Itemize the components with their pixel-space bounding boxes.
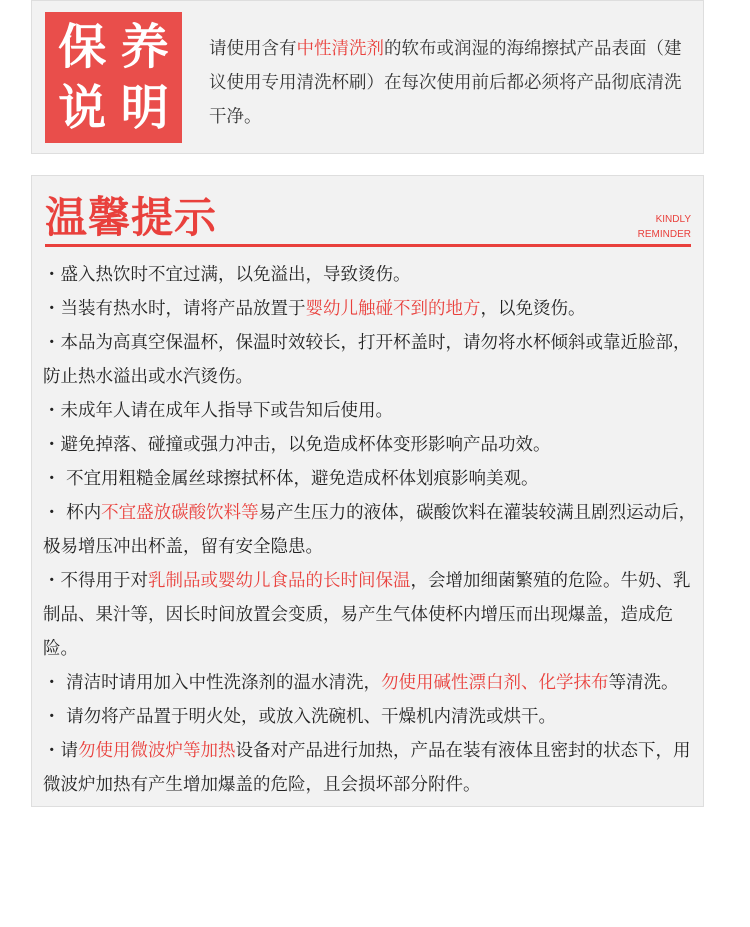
tip-text: ，以免烫伤。 [480, 299, 586, 319]
tips-english-line: REMINDER [637, 229, 691, 240]
tip-item [43, 326, 703, 394]
tip-text: ，会增加细菌繁殖的危险。牛奶、乳制品、果汁等，因长时间放置会变质，易产生气体使杯内增压而出现爆盖，造成危险。 [43, 571, 691, 659]
care-text-part: 请使用含有 [209, 39, 297, 59]
tip-item [43, 394, 703, 428]
tip-item [43, 428, 703, 462]
tips-panel [31, 175, 704, 807]
tips-title: 温馨提示 [45, 193, 218, 242]
care-text-highlight: 中性清洗剂 [296, 39, 384, 59]
badge-char: 明 [120, 80, 169, 137]
badge-char: 养 [120, 18, 169, 75]
tip-text: ・当装有热水时，请将产品放置于 [43, 299, 306, 319]
tip-text: 设备对产品进行加热，产品在装有液体且密封的状态下，用微波炉加热有产生增加爆盖的危险，且会损坏部分附件。 [43, 741, 691, 795]
care-text [209, 32, 689, 134]
tip-text: ・ 请勿将产品置于明火处，或放入洗碗机、干燥机内清洗或烘干。 [43, 707, 557, 727]
tip-text: ・请 [43, 741, 78, 761]
tip-item [43, 292, 703, 326]
tip-text: ・ 不宜用粗糙金属丝球擦拭杯体，避免造成杯体划痕影响美观。 [43, 469, 539, 489]
tips-list [43, 258, 703, 802]
tip-item [43, 258, 703, 292]
tip-highlight: 勿使用微波炉等加热 [78, 741, 236, 761]
tip-text: 易产生压力的液体，碳酸饮料在灌装较满且剧烈运动后，极易增压冲出杯盖，留有安全隐患。 [43, 503, 697, 557]
tip-text: ・不得用于对 [43, 571, 148, 591]
care-badge [45, 12, 182, 143]
care-text-part: 的软布或润湿的海绵擦拭产品表面（建议使用专用清洗杯刷）在每次使用前后都必须将产品彻底清洗干净。 [209, 39, 682, 127]
tip-text: ・避免掉落、碰撞或强力冲击，以免造成杯体变形影响产品功效。 [43, 435, 551, 455]
tip-item [43, 734, 703, 802]
tips-english-line: KINDLY [655, 214, 691, 225]
badge-char: 说 [58, 80, 107, 137]
tip-item [43, 462, 703, 496]
tips-divider [45, 244, 691, 247]
tip-text: ・ 清洁时请用加入中性洗涤剂的温水清洗， [43, 673, 382, 693]
tip-text: ・盛入热饮时不宜过满，以免溢出，导致烫伤。 [43, 265, 411, 285]
tip-text: ・本品为高真空保温杯，保温时效较长，打开杯盖时，请勿将水杯倾斜或靠近脸部，防止热水溢出或水汽烫伤。 [43, 333, 691, 387]
tip-item [43, 564, 703, 666]
tip-item [43, 700, 703, 734]
tip-text: ・ 杯内 [43, 503, 102, 523]
tip-highlight: 勿使用碱性漂白剂、化学抹布 [381, 673, 609, 693]
tip-highlight: 婴幼儿触碰不到的地方 [305, 299, 481, 319]
tips-english-label [638, 212, 691, 242]
tip-text: 等清洗。 [608, 673, 679, 693]
care-instructions-panel [31, 0, 704, 154]
tip-item [43, 666, 703, 700]
tips-header [45, 190, 691, 248]
tip-item [43, 496, 703, 564]
tip-highlight: 乳制品或婴幼儿食品的长时间保温 [148, 571, 411, 591]
tip-text: ・未成年人请在成年人指导下或告知后使用。 [43, 401, 393, 421]
badge-char: 保 [58, 18, 107, 75]
tip-highlight: 不宜盛放碳酸饮料等 [101, 503, 259, 523]
